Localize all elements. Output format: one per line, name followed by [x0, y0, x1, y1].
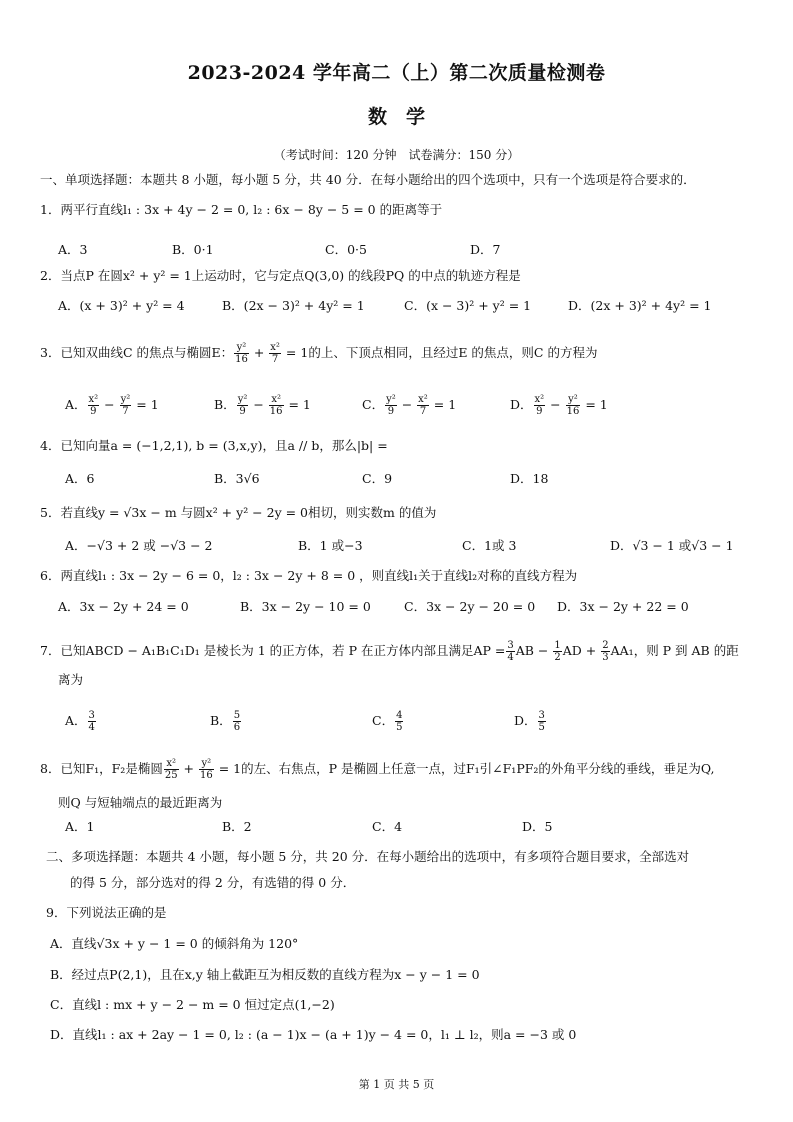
q6-option-a: A．3x − 2y + 24 = 0: [58, 599, 189, 614]
q9-option-a: A．直线√3x + y − 1 = 0 的倾斜角为 120°: [50, 936, 299, 951]
q3-stem: 3．已知双曲线C 的焦点与椭圆E： $\frac{\text{y²}}{16}$ + $\frac{\text{x²}}{7}$ = 1的上、下顶点相同，且经过E 的焦点，则C 的方程为: [40, 342, 598, 365]
section-1-heading: 一、单项选择题：本题共 8 小题，每小题 5 分，共 40 分．在每小题给出的四个选项中，只有一个选项是符合要求的．: [40, 172, 696, 187]
q9-stem: 9．下列说法正确的是: [46, 905, 167, 920]
q7-option-b: B． $\frac{5}{6}$: [210, 710, 241, 733]
q2-option-b: B．(2x − 3)² + 4y² = 1: [222, 298, 365, 313]
q9-option-b: B．经过点P(2,1)，且在x,y 轴上截距互为相反数的直线方程为x − y − 1 = 0: [50, 967, 480, 982]
q8-option-a: A．1: [65, 819, 95, 834]
q8-option-b: B．2: [222, 819, 252, 834]
q2-option-c: C．(x − 3)² + y² = 1: [404, 298, 532, 313]
q1-option-a: A．3: [58, 242, 88, 257]
q5-option-c: C．1或 3: [462, 538, 517, 553]
q6-stem: 6．两直线l₁ : 3x − 2y − 6 = 0，l₂ : 3x − 2y + 8 = 0 ，则直线l₁关于直线l₂对称的直线方程为: [40, 568, 578, 583]
q6-option-b: B．3x − 2y − 10 = 0: [240, 599, 371, 614]
q5-option-a: A．−√3 + 2 或 −√3 − 2: [65, 538, 213, 553]
q8-stem: 8．已知F₁，F₂是椭圆 $\frac{\text{x²}}{25}$ + $\frac{\text{y²}}{16}$ = 1的左、右焦点，P 是椭圆上任意一点，过F₁引∠F₁PF₂的外角平分线的垂线，垂足为Q,: [40, 758, 715, 781]
q4-option-d: D．18: [510, 471, 549, 486]
subject-title: 数 学: [367, 106, 425, 128]
q6-option-c: C．3x − 2y − 20 = 0: [404, 599, 536, 614]
q9-option-c: C．直线l : mx + y − 2 − m = 0 恒过定点(1,−2): [50, 997, 335, 1012]
q4-stem: 4．已知向量a = (−1,2,1), b = (3,x,y)，且a // b，那么|b| =: [40, 438, 388, 453]
q1-option-b: B．0·1: [172, 242, 214, 257]
q3-ellipse-frac-1: $\frac{\text{y²}}{16}$: [235, 342, 248, 365]
q2-option-d: D．(2x + 3)² + 4y² = 1: [568, 298, 712, 313]
q3-option-d: D． $\frac{\text{x²}}{9}$ − $\frac{\text{y²}}{16}$ = 1: [510, 394, 608, 417]
q7-option-c: C． $\frac{4}{5}$: [372, 710, 403, 733]
section-2-heading: 二、多项选择题：本题共 4 小题，每小题 5 分，共 20 分．在每小题给出的选项中，有多项符合题目要求，全部选对: [46, 849, 690, 864]
q4-option-a: A．6: [65, 471, 95, 486]
q3-option-c: C． $\frac{\text{y²}}{9}$ − $\frac{\text{x²}}{7}$ = 1: [362, 394, 457, 417]
q4-option-c: C．9: [362, 471, 393, 486]
q3-ellipse-frac-2: $\frac{\text{x²}}{7}$: [270, 342, 280, 365]
q1-stem: 1．两平行直线l₁ : 3x + 4y − 2 = 0, l₂ : 6x − 8y − 5 = 0 的距离等于: [40, 202, 443, 217]
q5-stem: 5．若直线y = √3x − m 与圆x² + y² − 2y = 0相切，则实数m 的值为: [40, 505, 437, 520]
q2-option-a: A．(x + 3)² + y² = 4: [58, 298, 185, 313]
q4-option-b: B．3√6: [214, 471, 260, 486]
q1-option-c: C．0·5: [325, 242, 367, 257]
q7-stem: 7．已知ABCD − A₁B₁C₁D₁ 是棱长为 1 的正方体，若 P 在正方体内部且满足AP = $\frac{3}{4}$ AB − $\frac{1}{2}$ AD + $\frac{2}{3}$ AA₁，则 P 到 AB 的距: [40, 640, 739, 663]
q7-option-a: A． $\frac{3}{4}$: [65, 710, 95, 733]
q7-stem-cont: 离为: [58, 672, 84, 687]
q3-stem-pre: 3．已知双曲线C 的焦点与椭圆E：: [40, 345, 234, 360]
q1-option-d: D．7: [470, 242, 501, 257]
q2-stem: 2．当点P 在圆x² + y² = 1上运动时，它与定点Q(3,0) 的线段PQ 的中点的轨迹方程是: [40, 268, 521, 283]
q3-stem-post: 的上、下顶点相同，且经过E 的焦点，则C 的方程为: [308, 345, 598, 360]
page-footer: 第 1 页 共 5 页: [358, 1078, 435, 1091]
q5-option-d: D．√3 − 1 或√3 − 1: [610, 538, 734, 553]
q8-option-d: D．5: [522, 819, 553, 834]
exam-info: （考试时间：120 分钟 试卷满分：150 分）: [273, 148, 520, 162]
q3-option-b: B． $\frac{\text{y²}}{9}$ − $\frac{\text{x²}}{16}$ = 1: [214, 394, 311, 417]
q5-option-b: B．1 或−3: [298, 538, 363, 553]
q9-option-d: D．直线l₁ : ax + 2ay − 1 = 0, l₂ : (a − 1)x − (a + 1)y − 4 = 0，l₁ ⊥ l₂，则a = −3 或 0: [50, 1027, 577, 1042]
q7-option-d: D． $\frac{3}{5}$: [514, 710, 545, 733]
q6-option-d: D．3x − 2y + 22 = 0: [557, 599, 689, 614]
q3-option-a: A． $\frac{\text{x²}}{9}$ − $\frac{\text{y²}}{7}$ = 1: [65, 394, 159, 417]
exam-title: 2023-2024 学年高二（上）第二次质量检测卷: [187, 62, 606, 84]
section-2-heading-cont: 的得 5 分，部分选对的得 2 分，有选错的得 0 分．: [70, 875, 356, 890]
q8-option-c: C．4: [372, 819, 403, 834]
q8-stem-cont: 则Q 与短轴端点的最近距离为: [58, 795, 223, 810]
